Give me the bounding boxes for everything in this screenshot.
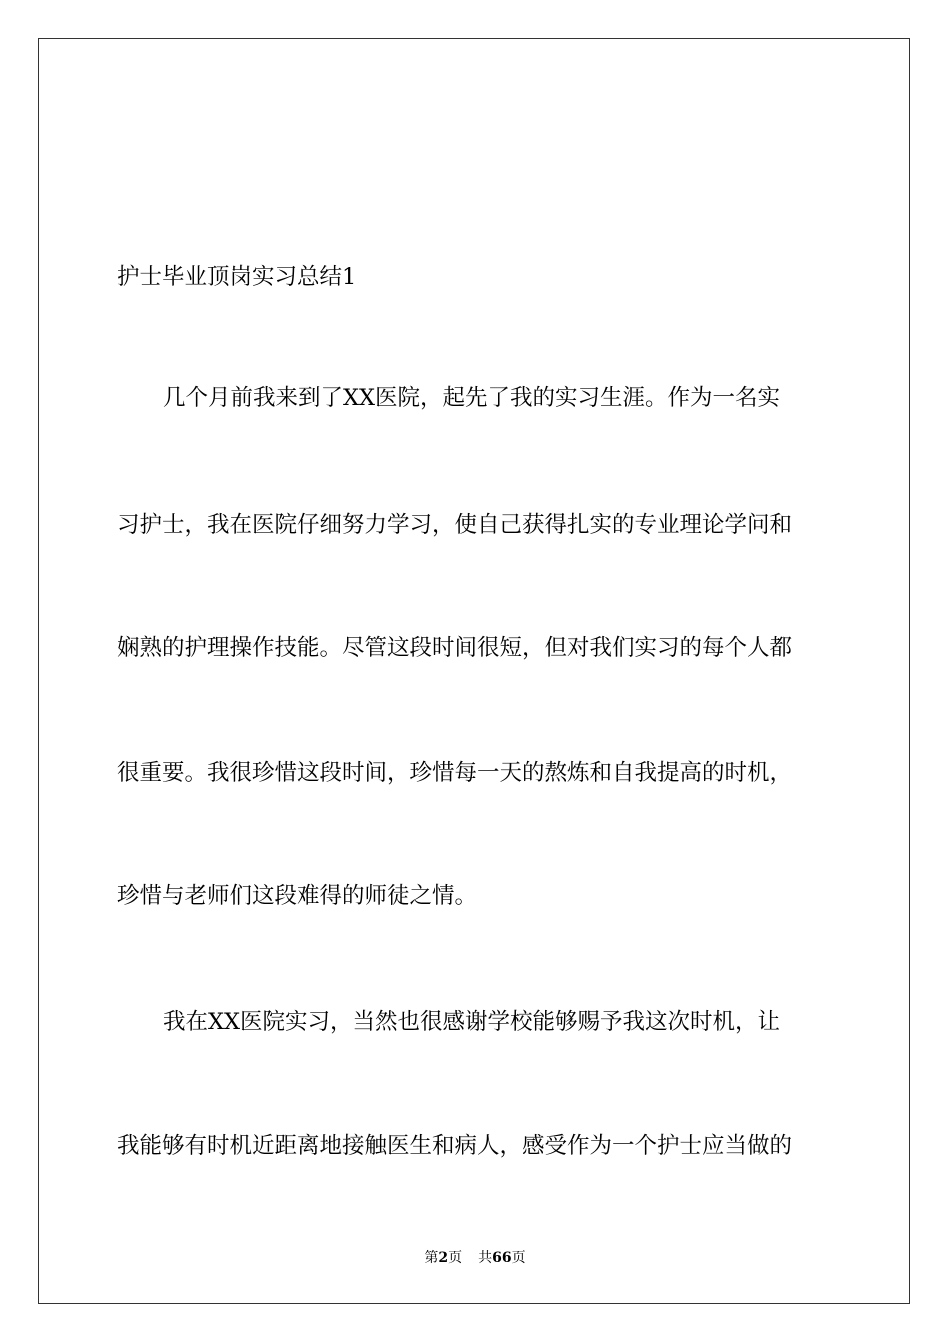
paragraph-1-line-4: 很重要。我很珍惜这段时间，珍惜每一天的熬炼和自我提高的时机，: [117, 760, 793, 786]
page-footer: [0, 1248, 950, 1268]
paragraph-1-line-2: 习护士，我在医院仔细努力学习，使自己获得扎实的专业理论学问和: [117, 512, 793, 538]
paragraph-2-line-1: 我在XX医院实习，当然也很感谢学校能够赐予我这次时机，让: [163, 1009, 781, 1035]
total-pages: 66: [492, 1250, 512, 1266]
paragraph-1-line-3: 娴熟的护理操作技能。尽管这段时间很短，但对我们实习的每个人都: [117, 635, 793, 661]
page-suffix: 页: [448, 1250, 463, 1266]
total-prefix: 共: [478, 1250, 493, 1266]
page-number: 2: [438, 1250, 449, 1266]
paragraph-2-line-2: 我能够有时机近距离地接触医生和病人，感受作为一个护士应当做的: [117, 1133, 793, 1159]
page-border: [38, 38, 910, 1304]
paragraph-1-line-5: 珍惜与老师们这段难得的师徒之情。: [117, 883, 478, 909]
paragraph-1-line-1: 几个月前我来到了XX医院，起先了我的实习生涯。作为一名实: [163, 385, 781, 411]
document-title: 护士毕业顶岗实习总结1: [117, 264, 357, 290]
total-suffix: 页: [511, 1250, 526, 1266]
page-prefix: 第: [424, 1250, 439, 1266]
